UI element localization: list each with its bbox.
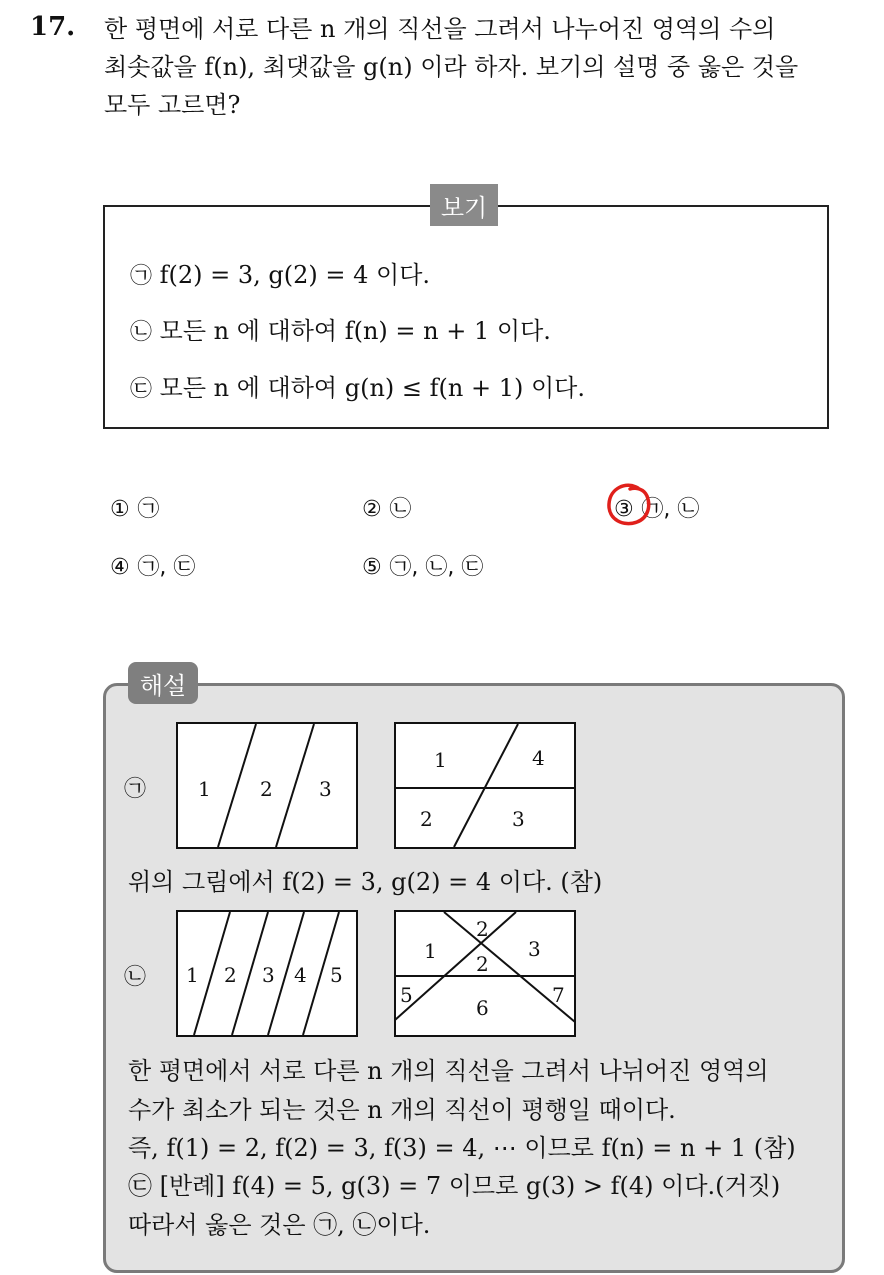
choice-1[interactable] <box>110 492 159 523</box>
choice-text: ㉡ <box>389 497 412 522</box>
region-label: 1 <box>434 748 447 772</box>
choice-text: ㉠ <box>137 497 160 522</box>
choice-text: ㉠, ㉡ <box>641 497 700 522</box>
answer-mark-circle <box>604 482 654 530</box>
question-line: 모두 고르면? <box>104 91 241 119</box>
bogi-statement-2 <box>130 311 551 346</box>
region-label: 1 <box>198 777 211 801</box>
choice-text: ㉠, ㉢ <box>137 555 196 580</box>
figure-intersecting-2-lines <box>394 722 576 849</box>
region-label: 2 <box>476 952 489 976</box>
choice-number: ③ <box>614 497 634 522</box>
statement-text: f(2) = 3, g(2) = 4 이다. <box>159 261 431 289</box>
question-number: 17. <box>30 12 76 42</box>
choice-5[interactable] <box>362 550 483 581</box>
solution-marker-1: ㉠ <box>124 777 147 802</box>
region-label: 5 <box>400 983 413 1007</box>
solution-line: 위의 그림에서 f(2) = 3, g(2) = 4 이다. (참) <box>128 868 603 896</box>
choice-number: ④ <box>110 555 130 580</box>
choice-4[interactable] <box>110 550 195 581</box>
region-label: 1 <box>186 963 199 987</box>
solution-line: 한 평면에서 서로 다른 n 개의 직선을 그려서 나뉘어진 영역의 <box>128 1057 769 1085</box>
statement-text: 모든 n 에 대하여 g(n) ≤ f(n + 1) 이다. <box>159 374 585 402</box>
bogi-statement-1 <box>130 255 430 290</box>
region-label: 2 <box>224 963 237 987</box>
region-label: 5 <box>330 963 343 987</box>
figure-general-3-lines <box>394 910 576 1037</box>
region-label: 3 <box>512 807 525 831</box>
solution-line: 수가 최소가 되는 것은 n 개의 직선이 평행일 때이다. <box>128 1096 676 1124</box>
question-line: 최솟값을 f(n), 최댓값을 g(n) 이라 하자. 보기의 설명 중 옳은 것을 <box>104 53 799 81</box>
choice-number: ① <box>110 497 130 522</box>
solution-line: 즉, f(1) = 2, f(2) = 3, f(3) = 4, ⋯ 이므로 f(n) = n + 1 (참) <box>128 1134 796 1162</box>
choice-text: ㉠, ㉡, ㉢ <box>389 555 484 580</box>
region-label: 2 <box>260 777 273 801</box>
region-label: 7 <box>552 983 565 1007</box>
region-label: 3 <box>262 963 275 987</box>
choice-number: ⑤ <box>362 555 382 580</box>
region-label: 3 <box>528 937 541 961</box>
solution-marker-2: ㉡ <box>124 965 147 990</box>
region-label: 3 <box>319 777 332 801</box>
bogi-statement-3 <box>130 368 585 403</box>
figure-parallel-4-lines <box>176 910 358 1037</box>
statement-marker: ㉢ <box>130 377 153 402</box>
figure-parallel-2-lines <box>176 722 358 849</box>
statement-marker: ㉠ <box>130 264 153 289</box>
region-label: 4 <box>294 963 307 987</box>
region-label: 2 <box>420 807 433 831</box>
choice-2[interactable] <box>362 492 411 523</box>
solution-label: 해설 <box>128 662 198 704</box>
statement-text: 모든 n 에 대하여 f(n) = n + 1 이다. <box>159 317 551 345</box>
question-text <box>104 10 864 124</box>
region-label: 2 <box>476 917 489 941</box>
solution-line: 따라서 옳은 것은 ㉠, ㉡이다. <box>128 1211 431 1239</box>
statement-marker: ㉡ <box>130 320 153 345</box>
region-label: 4 <box>532 746 545 770</box>
question-line: 한 평면에 서로 다른 n 개의 직선을 그려서 나누어진 영역의 수의 <box>104 15 776 43</box>
region-label: 1 <box>424 939 437 963</box>
region-label: 6 <box>476 996 489 1020</box>
choice-number: ② <box>362 497 382 522</box>
bogi-label: 보기 <box>430 184 498 226</box>
solution-line: ㉢ [반례] f(4) = 5, g(3) = 7 이므로 g(3) > f(4) 이다.(거짓) <box>128 1172 781 1200</box>
